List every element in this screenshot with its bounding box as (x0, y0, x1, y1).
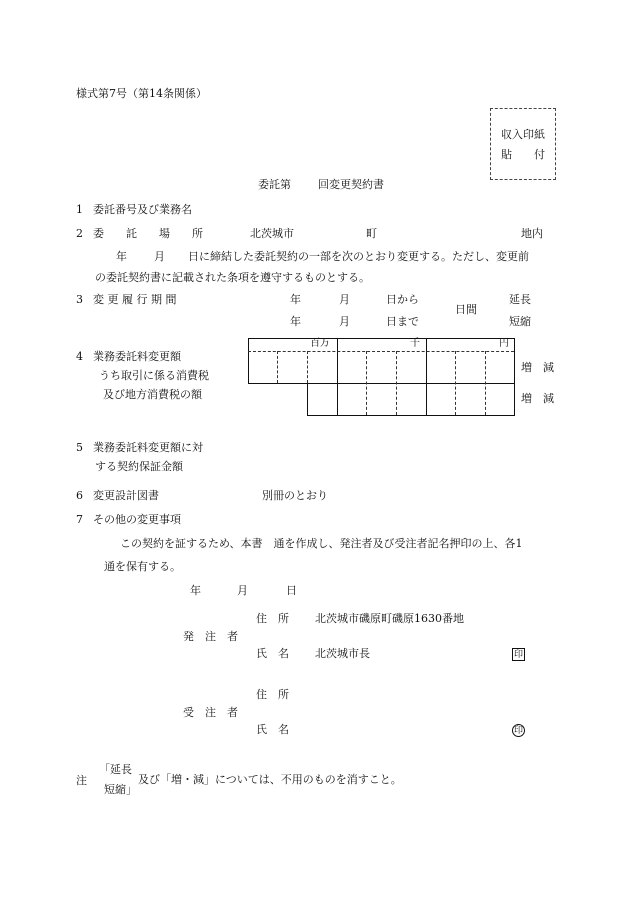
orderer-address-value: 北茨城市磯原町磯原1630番地 (315, 612, 464, 625)
item2-city: 北茨城市 (250, 227, 294, 240)
unit-yen: 円 (499, 338, 509, 349)
revenue-stamp-box (490, 108, 556, 180)
item4-incdec-2: 増 減 (521, 392, 554, 405)
item3-label: 変 更 履 行 期 間 (93, 293, 177, 306)
item3-from-day: 日から (386, 293, 419, 306)
note-close: 短縮」 (104, 783, 137, 796)
intro-line1: 日に締結した委託契約の一部を次のとおり変更する。ただし、変更前 (188, 250, 529, 263)
proof-line1: この契約を証するため、本書 通を作成し、発注者及び受注者記名押印の上、各1 (120, 537, 523, 550)
item4-number: 4 (76, 350, 83, 363)
contractor-seal-icon: 印 (513, 726, 523, 736)
contractor-role: 受 注 者 (183, 706, 238, 719)
item4-label3: 及び地方消費税の額 (103, 388, 202, 401)
intro-year: 年 (116, 250, 127, 263)
contractor-name-label: 氏 名 (256, 723, 289, 736)
item3-from-year: 年 (290, 293, 301, 306)
item2-label: 委 託 場 所 (93, 227, 203, 240)
item5-number: 5 (76, 441, 83, 454)
item5-label2: する契約保証金額 (95, 460, 183, 473)
item1-number: 1 (76, 203, 83, 216)
item4-label1: 業務委託料変更額 (93, 350, 181, 363)
item1-label: 委託番号及び業務名 (93, 203, 192, 216)
item3-days: 日間 (455, 303, 477, 316)
date-year: 年 (190, 584, 201, 597)
item6-number: 6 (76, 489, 83, 502)
title-part1: 委託第 (258, 178, 291, 191)
stamp-label-2: 貼 付 (501, 148, 545, 161)
intro-line2: の委託契約書に記載された条項を遵守するものとする。 (95, 271, 370, 284)
unit-million: 百万 (310, 338, 330, 349)
proof-line2: 通を保有する。 (104, 560, 181, 573)
stamp-label-1: 収入印紙 (501, 128, 545, 141)
item3-until-month: 月 (339, 315, 350, 328)
item2-area: 地内 (521, 227, 543, 240)
item6-value: 別冊のとおり (262, 489, 328, 502)
item7-number: 7 (76, 513, 83, 526)
item5-label1: 業務委託料変更額に対 (93, 441, 203, 454)
contractor-address-label: 住 所 (256, 688, 289, 701)
title-part2: 回変更契約書 (318, 178, 384, 191)
orderer-name-value: 北茨城市長 (315, 647, 370, 660)
item4-label2: うち取引に係る消費税 (99, 369, 209, 382)
item3-until-day: 日まで (386, 315, 419, 328)
unit-thousand: 千 (410, 338, 420, 349)
item7-label: その他の変更事項 (93, 513, 181, 526)
item4-incdec-1: 増 減 (521, 361, 554, 374)
orderer-seal-icon: 印 (513, 650, 523, 660)
item3-until-year: 年 (290, 315, 301, 328)
item3-number: 3 (76, 293, 83, 306)
item3-from-month: 月 (339, 293, 350, 306)
form-number: 様式第7号（第14条関係） (76, 87, 207, 100)
item3-shorten: 短縮 (509, 315, 531, 328)
intro-month: 月 (154, 250, 165, 263)
item6-label: 変更設計図書 (93, 489, 159, 502)
note-text: 及び「増・減」については、不用のものを消すこと。 (138, 773, 402, 786)
orderer-name-label: 氏 名 (256, 647, 289, 660)
item2-number: 2 (76, 227, 83, 240)
item3-extend: 延長 (509, 293, 531, 306)
item2-town: 町 (366, 227, 377, 240)
date-day: 日 (286, 584, 297, 597)
note-open: 「延長 (99, 763, 132, 776)
orderer-address-label: 住 所 (256, 612, 289, 625)
note-prefix: 注 (76, 774, 87, 787)
orderer-role: 発 注 者 (183, 630, 238, 643)
date-month: 月 (237, 584, 248, 597)
